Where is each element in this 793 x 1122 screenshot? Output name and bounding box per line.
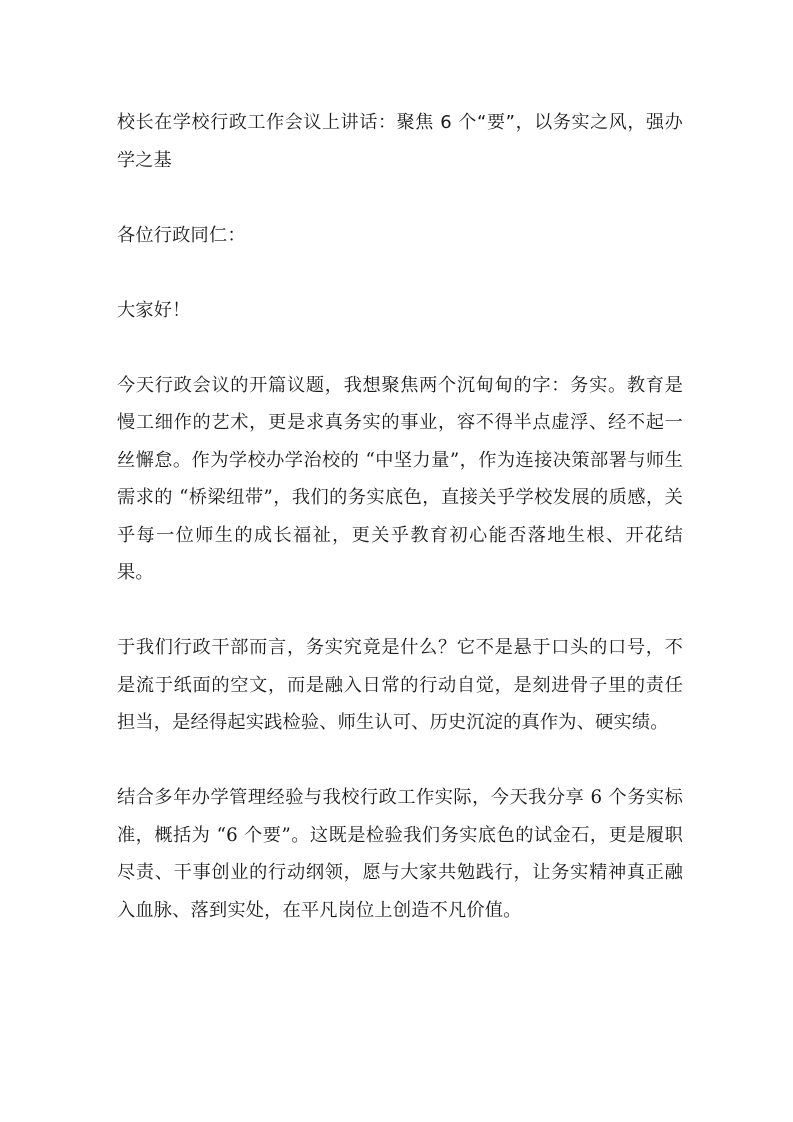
spacer [117, 254, 683, 292]
document-page [117, 104, 683, 929]
spacer [117, 329, 683, 367]
spacer [117, 179, 683, 217]
document-title: 校长在学校行政工作会议上讲话：聚焦 6 个“要”，以务实之风，强办学之基 [117, 112, 683, 171]
paragraph-intro: 今天行政会议的开篇议题，我想聚焦两个沉甸甸的字：务实。教育是慢工细作的艺术，更是求真务实的事业，容不得半点虚浮、经不起一丝懈怠。作为学校办学治校的 “中坚力量”，作为连接决策部署与师生需求的 “桥梁纽带”，我们的务实底色，直接关乎学校发展的质感，关乎每一位师生的成长福祉，更关乎教育初心能否落地生根、开花结果。 [117, 374, 683, 583]
spacer [117, 742, 683, 780]
paragraph-definition: 于我们行政干部而言，务实究竟是什么？它不是悬于口头的口号，不是流于纸面的空文，而是融入日常的行动自觉，是刻进骨子里的责任担当，是经得起实践检验、师生认可、历史沉淀的真作为、硬实绩。 [117, 637, 683, 733]
greeting: 大家好！ [117, 299, 191, 321]
salutation: 各位行政同仁： [117, 224, 246, 246]
paragraph-standards: 结合多年办学管理经验与我校行政工作实际，今天我分享 6 个务实标准，概括为 “6 个要”。这既是检验我们务实底色的试金石，更是履职尽责、干事创业的行动纲领，愿与大家共勉践行，让务实精神真正融入血脉、落到实处，在平凡岗位上创造不凡价值。 [117, 787, 683, 921]
spacer [117, 592, 683, 630]
